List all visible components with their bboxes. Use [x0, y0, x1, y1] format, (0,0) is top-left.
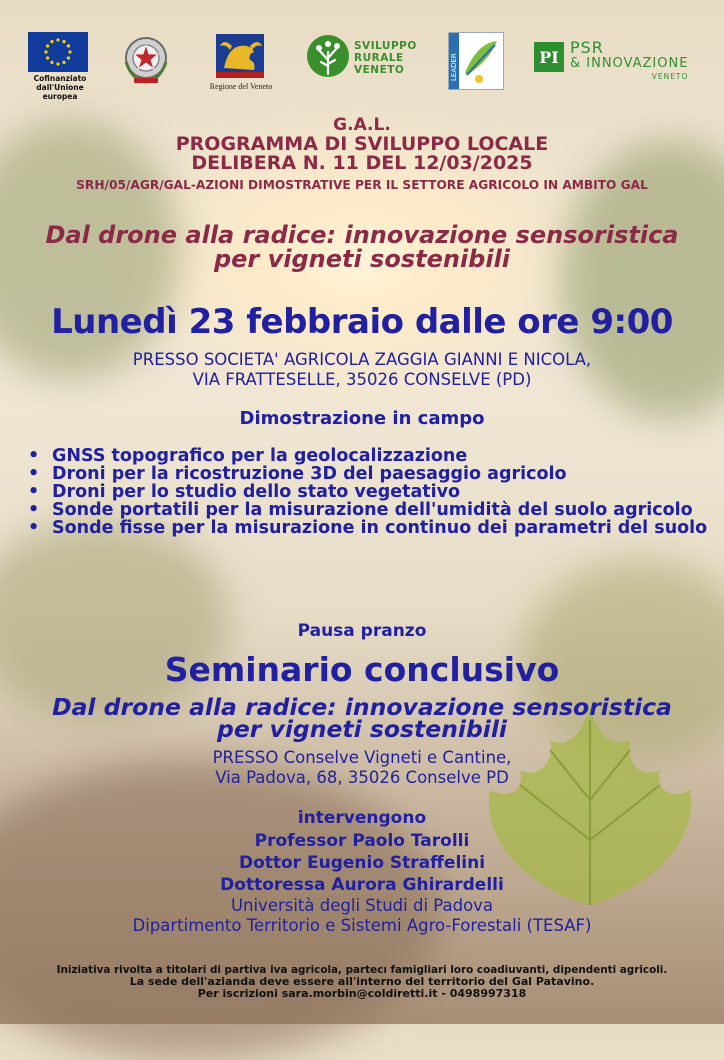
- seminar-title-line2: per vigneti sostenibili: [217, 715, 507, 743]
- psr-logo-mark: PI: [534, 42, 564, 72]
- delibera-heading: DELIBERA N. 11 DEL 12/03/2025: [191, 152, 533, 174]
- demo-list-item: • Droni per la ricostruzione 3D del paesaggio agricolo: [28, 465, 718, 483]
- sviluppo-rurale-text: SVILUPPO RURALE VENETO: [354, 40, 417, 76]
- demo-list-item: • GNSS topografico per la geolocalizzazione: [28, 447, 718, 465]
- italian-republic-emblem-icon: [120, 32, 172, 88]
- university-name: Università degli Studi di Padova: [230, 896, 494, 915]
- logos-row: [0, 28, 724, 101]
- event-title-line2: per vigneti sostenibili: [213, 245, 511, 273]
- demo-list-item: • Sonde fisse per la misurazione in continuo dei parametri del suolo: [28, 519, 718, 537]
- seminar-venue-line1: PRESSO Conselve Vigneti e Cantine,: [212, 748, 512, 767]
- eu-flag-icon: [28, 32, 88, 72]
- seminar-venue-line2: Via Padova, 68, 35026 Conselve PD: [215, 768, 509, 787]
- gal-heading: G.A.L.: [333, 115, 391, 135]
- leader-logo: [448, 32, 504, 90]
- demo-list: [28, 447, 718, 537]
- footer-registration: Per iscrizioni sara.morbin@coldiretti.it - 0498997318: [197, 987, 527, 1000]
- eu-caption: Cofinanziato dall'Unione europea: [33, 74, 87, 101]
- demo-list-item: • Droni per lo studio dello stato vegetativo: [28, 483, 718, 501]
- svg-text:LEADER: LEADER: [450, 53, 458, 81]
- sviluppo-rurale-tree-icon: [306, 32, 350, 84]
- demo-heading: Dimostrazione in campo: [239, 408, 485, 429]
- lunch-break: Pausa pranzo: [297, 621, 427, 641]
- psr-innovazione-text: PSR & INNOVAZIONE VENETO: [570, 38, 689, 81]
- seminar-title-line1: Dal drone alla radice: innovazione sensoristica: [52, 693, 672, 721]
- demo-list-item: • Sonde portatili per la misurazione dell'umidità del suolo agricolo: [28, 501, 718, 519]
- footer-eligibility: Iniziativa rivolta a titolari di partiva iva agricola, partecı famigliari loro coadiuvanti, dipendenti agricoli.: [56, 964, 668, 976]
- program-heading: PROGRAMMA DI SVILUPPO LOCALE: [175, 133, 549, 155]
- footer-location-note: La sede dell'azianda deve essere all'interno del territorio del Gal Patavino.: [129, 975, 595, 988]
- event-title-line1: Dal drone alla radice: innovazione sensoristica: [45, 221, 679, 249]
- action-code: SRH/05/AGR/GAL-AZIONI DIMOSTRATIVE PER IL SETTORE AGRICOLO IN AMBITO GAL: [76, 178, 648, 192]
- speaker-name: Dottor Eugenio Straffelini: [238, 853, 486, 873]
- event-date: Lunedì 23 febbraio dalle ore 9:00: [51, 302, 673, 342]
- veneto-caption: Regione del Veneto: [209, 82, 273, 91]
- veneto-lion-emblem-icon: [214, 32, 266, 80]
- speakers-heading: intervengono: [297, 808, 427, 828]
- speaker-name: Dottoressa Aurora Ghirardelli: [220, 875, 504, 895]
- speaker-name: Professor Paolo Tarolli: [254, 831, 470, 851]
- seminar-heading: Seminario conclusivo: [164, 650, 560, 689]
- department-name: Dipartimento Territorio e Sistemi Agro-Forestali (TESAF): [132, 916, 592, 935]
- event-venue-line1: PRESSO SOCIETA' AGRICOLA ZAGGIA GIANNI E NICOLA,: [132, 350, 592, 369]
- event-venue-line2: VIA FRATTESELLE, 35026 CONSELVE (PD): [192, 370, 532, 389]
